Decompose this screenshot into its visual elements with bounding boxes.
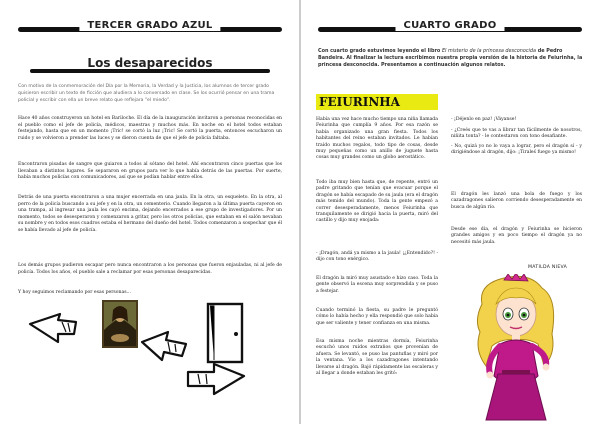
col1-paragraph-3: - ¡Dragón, andá ya mismo a la jaula! ¡¿Entendido?! - dijo con tono enérgico. xyxy=(316,251,438,263)
col2-paragraph-1: - ¡Déjenlo en paz! ¡Váyanse! xyxy=(451,117,517,122)
left-paragraph-3: Detrás de una puerta encontraron a una mujer encerrada en una jaula. En la otra, un esqueleto. En la otra, al perro de la policía buscando a su jefe y en la otra, un cementerio. Cuando llegaron a la última puerta cayeron en una trampa, al ingresar una jaula les cayó encima, dejando encerrados a ese grupo de investigadores. Por un momento, todos se desesperaron y comenzaron a gritar, pero los otros policías, que estaban en el salón nevaban su nombre y en todos esos cuadros estaba el hermano del dueño del hotel. Todos comenzaron a sospechar que él se había llevado al jefe de policía. xyxy=(18,195,282,233)
mona-lisa-painting xyxy=(102,300,138,348)
author-name: MATILDA NIEVA xyxy=(528,265,568,270)
story-title: Los desaparecidos xyxy=(87,56,213,70)
sketch-arrow-down-icon xyxy=(142,332,186,360)
right-header xyxy=(318,18,582,40)
door-illustration xyxy=(208,304,242,362)
left-paragraph-4: Los demás grupos pudieron escapar pero nunca encontraron a los personas que fueron enjauladas, ni al jefe de policía. Todos los años, el pueblo sale a reclamar por esas personas desaparecidas. xyxy=(18,263,282,275)
intro-lead: Con cuarto grado estuvimos leyendo el libro xyxy=(318,48,442,54)
princess-illustration xyxy=(468,274,564,424)
feiurinha-title: FEIURINHA xyxy=(319,95,400,109)
left-paragraph-5: Y hoy seguimos reclamando por esas personas... xyxy=(18,290,131,295)
col1-paragraph-4: El dragón la miró muy asustado e hizo caso. Toda la gente observó la escena muy sorprendida y se puso a festejar. xyxy=(316,276,438,294)
col1-paragraph-1: Había una vez hace mucho tiempo una niña llamada Feiurinha que cumplía 9 años. Por esa razón se había organizado una gran fiesta. Todos los habitantes del reino estaban invitados. Le habían traído muchos regalos, todo tipo de cosas, desde muy pequeñas como un anillo de juguete hasta cosas muy grandes como un globo aerostático. xyxy=(316,117,438,161)
col1-paragraph-6: Esa misma noche mientras dormía, Feiurinha escuchó unos ruidos extraños que provenían de afuera. Se levantó, se puso las pantuflas y miró por la ventana. Vio a los cazadragones intentando llevarse al dragón. Bajó rápidamente las escaleras y al llegar a donde estaban les gritó: xyxy=(316,339,438,377)
col2-paragraph-4: El dragón les lanzó una bola de fuego y los cazadragones salieron corriendo desesperadamente en busca de algún río. xyxy=(451,192,582,210)
col2-paragraph-5: Desde ese día, el dragón y Feiurinha se hicieron grandes amigos y en poco tiempo el dragón ya no necesitó más jaula. xyxy=(451,227,582,245)
col2-paragraph-2: - ¿Creés que te vas a librar tan fácilmente de nosotros, niñita tonta? - le contestaron con tono desafiante. xyxy=(451,128,582,140)
sketch-arrow-right-icon xyxy=(30,314,76,342)
story-title-banner xyxy=(30,56,270,74)
feiurinha-title-band xyxy=(316,94,438,110)
right-header-title: CUARTO GRADO xyxy=(396,20,505,31)
left-paragraph-1: Hace 40 años construyeron un hotel en Bariloche. El día de la inauguración invitaron a personas reconocidas en el pueblo como el jefe de policía, médicos, maestras y muchos más. En noche en el hotel todos estaban festejando, hasta que en un momento ¡Tric! se cortó la luz ¡Tric! Se cortó la puerta, entonces escucharon un ruido y se volvieron a prender las luces y se dieron cuenta de que el jefe de policía faltaba. xyxy=(18,116,282,141)
intro-rest: de Pedro Bandeira. Al finalizar la lectura escribimos nuestra propia versión de la historia de Feiurinha, la princesa desconocida. Presentamos a continuación algunos relatos. xyxy=(318,48,583,68)
left-paragraph-2: Encontraron pisadas de sangre que guiaron a todos al sótano del hotel. Ahí encontraron cinco puertas que los llevaban a distintos lugares. Se separaron en grupos para ver lo que había detrás de las puertas. Por suerte, había muchos policías con comunicadores, así que se podían hablar entre ellos. xyxy=(18,162,282,181)
col1-paragraph-2: Todo iba muy bien hasta que, de repente, entró un padre gritando que tenían que evacuar porque el dragón se había escapado de su jaula (era el dragón más temido del mundo). Toda la gente empezó a correr desesperadamente, menos Feiurinha que tranquilamente se dirigió hacia la puerta, miró del castillo y dijo muy enojada: xyxy=(316,180,438,224)
left-header-title: TERCER GRADO AZUL xyxy=(79,20,220,31)
intro-book-title: El misterio de la princesa desconocida xyxy=(441,48,537,54)
sketch-arrow-left-icon xyxy=(188,364,244,394)
left-illustrations xyxy=(18,300,288,424)
col1-paragraph-5: Cuando terminó la fiesta, su padre le preguntó cómo lo había hecho y ella respondió que solo había que ser valiente y tener confianza en una misma. xyxy=(316,308,438,326)
page-spine xyxy=(299,0,301,424)
col2-paragraph-3: - No, quizá yo no lo vaya a lograr, pero el dragón sí - y dirigiéndose al dragón, dijo: ¡Tiraleś fuego ya mismo! xyxy=(451,144,582,156)
left-intro: Con motivo de la conmemoración del Día por la Memoria, la Verdad y la Justicia, los alumnos de tercer grado quisieron escribir un texto de ficción que aludiera a lo conversado en clase. Se los ocurrió pensar en una trama policial y escribir con ella un breve relato que reflejara "el miedo". xyxy=(18,84,275,103)
left-header xyxy=(18,18,282,40)
right-intro xyxy=(318,48,584,69)
